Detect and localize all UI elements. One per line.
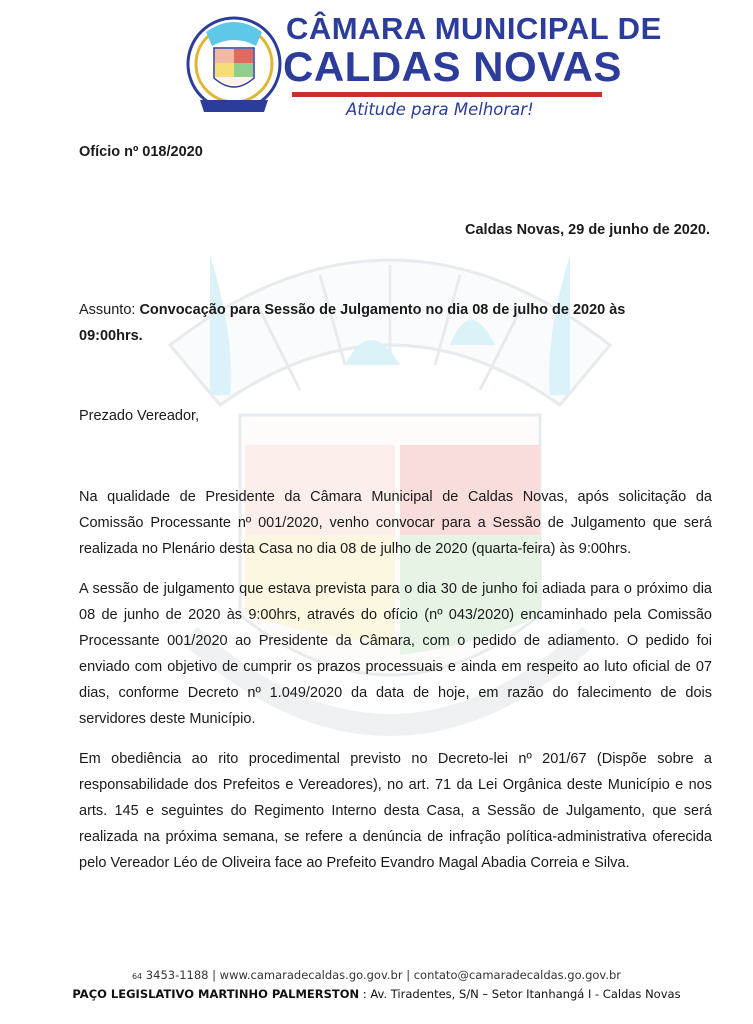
subject-text: Convocação para Sessão de Julgamento no dia 08 de julho de 2020 às 09:00hrs. <box>79 302 626 344</box>
letter-subject <box>79 297 679 349</box>
footer-address <box>0 987 753 1001</box>
brand-divider <box>292 92 602 97</box>
footer-contact-line: 3453-1188 | www.camaradecaldas.go.gov.br | contato@camaradecaldas.go.gov.br <box>142 968 622 982</box>
body-paragraph-3: Em obediência ao rito procedimental previsto no Decreto-lei nº 201/67 (Dispõe sobre a responsabilidade dos Prefeitos e Vereadores), no art. 71 da Lei Orgânica deste Município e nos arts. 145 e seguintes do Regimento Interno desta Casa, a Sessão de Julgamento, que será realizada na próxima semana, se refere a denúncia de infração política-administrativa oferecida pelo Vereador Léo de Oliveira face ao Prefeito Evandro Magal Abadia Correia e Silva. <box>79 751 712 871</box>
brand-title-line1: CÂMARA MUNICIPAL DE <box>286 11 662 46</box>
letter-number: Ofício nº 018/2020 <box>79 144 203 160</box>
brand-title-line2: CALDAS NOVAS <box>283 43 622 90</box>
footer-area-code: 64 <box>131 972 143 981</box>
body-paragraph-2: A sessão de julgamento que estava prevista para o dia 30 de junho foi adiada para o próximo dia 08 de junho de 2020 às 9:00hrs, através do ofício (nº 043/2020) encaminhado pela Comissão Processante 001/2020 ao Presidente da Câmara, com o pedido de adiamento. O pedido foi enviado com objetivo de cumprir os prazos processuais e ainda em respeito ao luto oficial de 07 dias, conforme Decreto nº 1.049/2020 da data de hoje, em razão do falecimento de dois servidores deste Município. <box>79 581 712 727</box>
letter-greeting: Prezado Vereador, <box>79 408 200 424</box>
footer-contact <box>0 968 753 982</box>
letterhead <box>0 0 753 135</box>
footer-address-label: PAÇO LEGISLATIVO MARTINHO PALMERSTON <box>72 987 360 1001</box>
subject-label: Assunto: <box>79 302 140 318</box>
brand-tagline: Atitude para Melhorar! <box>346 100 534 119</box>
letter-date: Caldas Novas, 29 de junho de 2020. <box>465 222 710 238</box>
chamber-seal-logo <box>186 12 282 124</box>
body-paragraph-1: Na qualidade de Presidente da Câmara Municipal de Caldas Novas, após solicitação da Comissão Processante nº 001/2020, venho convocar para a Sessão de Julgamento que será realizada no Plenário desta Casa no dia 08 de julho de 2020 (quarta-feira) às 9:00hrs. <box>79 489 712 557</box>
footer-address-text: : Av. Tiradentes, S/N – Setor Itanhangá I - Caldas Novas <box>359 987 681 1001</box>
